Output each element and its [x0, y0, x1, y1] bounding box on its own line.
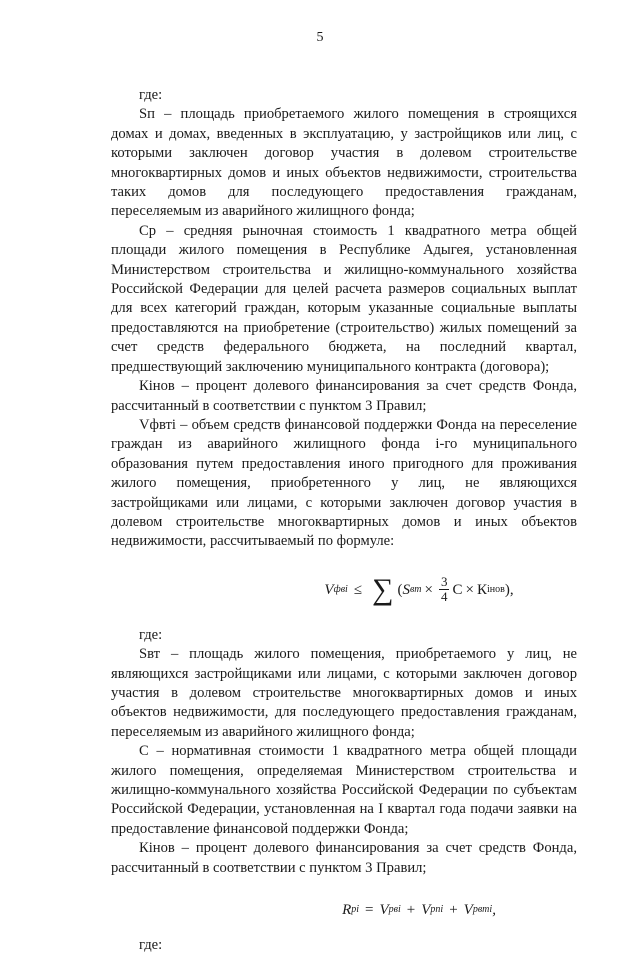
formula-subscript: pi — [351, 904, 360, 916]
formula-operator: = — [365, 902, 374, 919]
paragraph-svt-definition: Sвт – площадь жилого помещения, приобретаемого у лиц, не являющихся застройщиками или лицами, с которыми заключен договор участия в долевом строительстве многоквартирных домов и иных объектов недвижимости, для последующего предоставления гражданам, переселяемым из аварийного жилищного фонда; — [111, 646, 577, 740]
sum-sign: ∑ — [372, 572, 394, 606]
formula-term: V — [379, 902, 389, 919]
formula-term: C — [452, 581, 463, 598]
formula-subscript: pвтi — [472, 904, 493, 916]
formula-term: V — [463, 902, 473, 919]
formula-paren: ), — [504, 581, 514, 598]
formula-term: S — [402, 581, 410, 598]
formula-subscript: pвi — [388, 904, 401, 916]
fraction — [439, 575, 450, 604]
formula-subscript: вт — [409, 583, 422, 595]
formula-subscript: фвi — [333, 583, 348, 595]
formula-term: R — [342, 902, 352, 919]
formula-paren: ( — [397, 581, 403, 598]
formula-operator: ≤ — [353, 581, 363, 598]
formula-rp — [261, 898, 577, 922]
paragraph-c-definition: С – нормативная стоимости 1 квадратного метра общей площади жилого помещения, определяемая Министерством строительства и жилищно-коммунального хозяйства Российской Федерации по субъектам Российской Федерации, установленная на I квартал года подачи заявки на предоставление финансовой поддержки Фонда; — [111, 743, 577, 837]
formula-term: V — [421, 902, 431, 919]
formula-punct: , — [492, 902, 496, 919]
formula-operator: × — [465, 581, 474, 598]
paragraph-where-1: где: — [139, 87, 163, 103]
formula-operator: + — [449, 902, 458, 919]
formula-subscript: pпi — [430, 904, 444, 916]
paragraph-vfvt-definition: Vфвтi – объем средств финансовой поддержки Фонда на переселение граждан из аварийного жилищного фонда i-го муниципального образования путем предоставления иного пригодного для проживания жилого помещения, приобретенного у лиц, не являющихся застройщиками или лицами, с которыми заключен договор участия в долевом строительстве многоквартирных домов и иных объектов недвижимости, рассчитываемый по формуле: — [111, 416, 577, 550]
paragraph-sp-definition: Sп – площадь приобретаемого жилого помещения в строящихся домах и домах, введенных в эксплуатацию, у застройщиков или лиц, с которыми заключен договор участия в долевом строительстве многоквартирных домов и иных объектов недвижимости, строительства таких домов для последующего предоставления гражданам, переселяемым из аварийного жилищного фонда; — [111, 106, 577, 220]
formula-term: К — [476, 581, 487, 598]
formula-operator: × — [424, 581, 433, 598]
paragraph-where-2: где: — [139, 626, 163, 643]
formula-vfv — [261, 566, 577, 614]
formula-subscript: iнов — [486, 583, 505, 595]
fraction-numerator: 3 — [440, 574, 448, 590]
paragraph-cr-definition: Ср – средняя рыночная стоимость 1 квадратного метра общей площади жилого помещения в Республике Адыгея, установленная Министерством строительства и жилищно-коммунального хозяйства Российской Федерации для целей расчета размеров социальных выплат для всех категорий граждан, которым указанные социальные выплаты предоставляются на приобретение (строительство) жилых помещений за счет средств федерального бюджета, на последний квартал, предшествующий заключению муниципального контракта (договора); — [111, 222, 577, 375]
paragraph-k-definition-1: Кiнов – процент долевого финансирования за счет средств Фонда, рассчитанный в соответствии с пунктом 3 Правил; — [111, 378, 577, 414]
document-body — [111, 86, 577, 955]
formula-term: V — [324, 581, 334, 598]
paragraph-k-definition-2: Кiнов – процент долевого финансирования за счет средств Фонда, рассчитанный в соответствии с пунктом 3 Правил; — [111, 840, 577, 876]
formula-operator: + — [406, 902, 416, 919]
paragraph-where-3: где: — [139, 937, 163, 954]
fraction-denominator: 4 — [440, 589, 448, 605]
page-number: 5 — [316, 30, 324, 45]
